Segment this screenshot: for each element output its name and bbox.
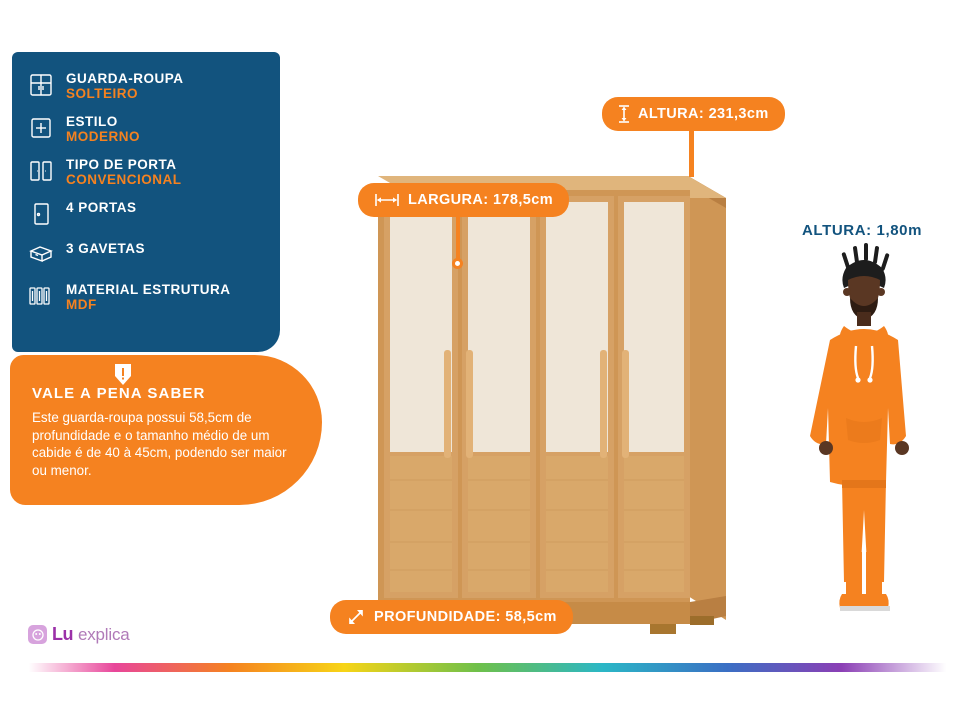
height-callout — [602, 97, 785, 131]
door-type-icon — [26, 156, 56, 186]
spec-row — [26, 240, 266, 270]
width-leader-line — [456, 217, 460, 263]
depth-callout — [330, 600, 573, 634]
spec-label: MATERIAL ESTRUTURA — [66, 282, 231, 297]
spec-value: SOLTEIRO — [66, 86, 139, 101]
spec-label: GUARDA-ROUPA — [66, 71, 184, 86]
height-leader-line — [689, 131, 694, 177]
rainbow-divider — [0, 663, 956, 672]
spec-row — [26, 281, 266, 313]
drawers-icon — [26, 240, 56, 270]
width-callout — [358, 183, 569, 217]
person-height-label: ALTURA: 1,80m — [802, 222, 923, 239]
wardrobe-icon — [26, 70, 56, 100]
person-silhouette — [800, 222, 928, 632]
width-leader-dot — [452, 258, 463, 269]
spec-row — [26, 70, 266, 102]
tip-title: VALE A PENA SABER — [32, 385, 206, 402]
depth-callout-label: PROFUNDIDADE: 58,5cm — [374, 609, 557, 625]
tip-callout — [10, 355, 322, 505]
tip-body: Este guarda-roupa possui 58,5cm de profundidade e o tamanho médio de um cabide é de 40 à 45cm, podendo ser maior ou menor. — [32, 410, 287, 478]
height-callout-label: ALTURA: 231,3cm — [638, 106, 769, 122]
spec-label: 4 PORTAS — [66, 200, 137, 215]
spec-label: TIPO DE PORTA — [66, 157, 177, 172]
width-arrow-icon — [374, 193, 400, 207]
wardrobe-illustration — [378, 150, 730, 636]
logo-suffix: explica — [78, 624, 130, 644]
lu-explica-logo — [28, 624, 130, 645]
style-icon — [26, 113, 56, 143]
spec-value: MDF — [66, 297, 97, 312]
spec-value: MODERNO — [66, 129, 140, 144]
doors-icon — [26, 199, 56, 229]
spec-row — [26, 199, 266, 229]
lu-logo-icon — [28, 625, 47, 644]
height-arrow-icon — [618, 104, 630, 124]
info-pin-icon — [112, 362, 134, 388]
logo-name: Lu — [52, 624, 73, 644]
spec-value: CONVENCIONAL — [66, 172, 182, 187]
width-callout-label: LARGURA: 178,5cm — [408, 192, 553, 208]
spec-label: 3 GAVETAS — [66, 241, 146, 256]
spec-row — [26, 113, 266, 145]
spec-label: ESTILO — [66, 114, 118, 129]
spec-panel — [12, 52, 280, 352]
spec-row — [26, 156, 266, 188]
depth-arrow-icon — [346, 607, 366, 627]
material-icon — [26, 281, 56, 311]
